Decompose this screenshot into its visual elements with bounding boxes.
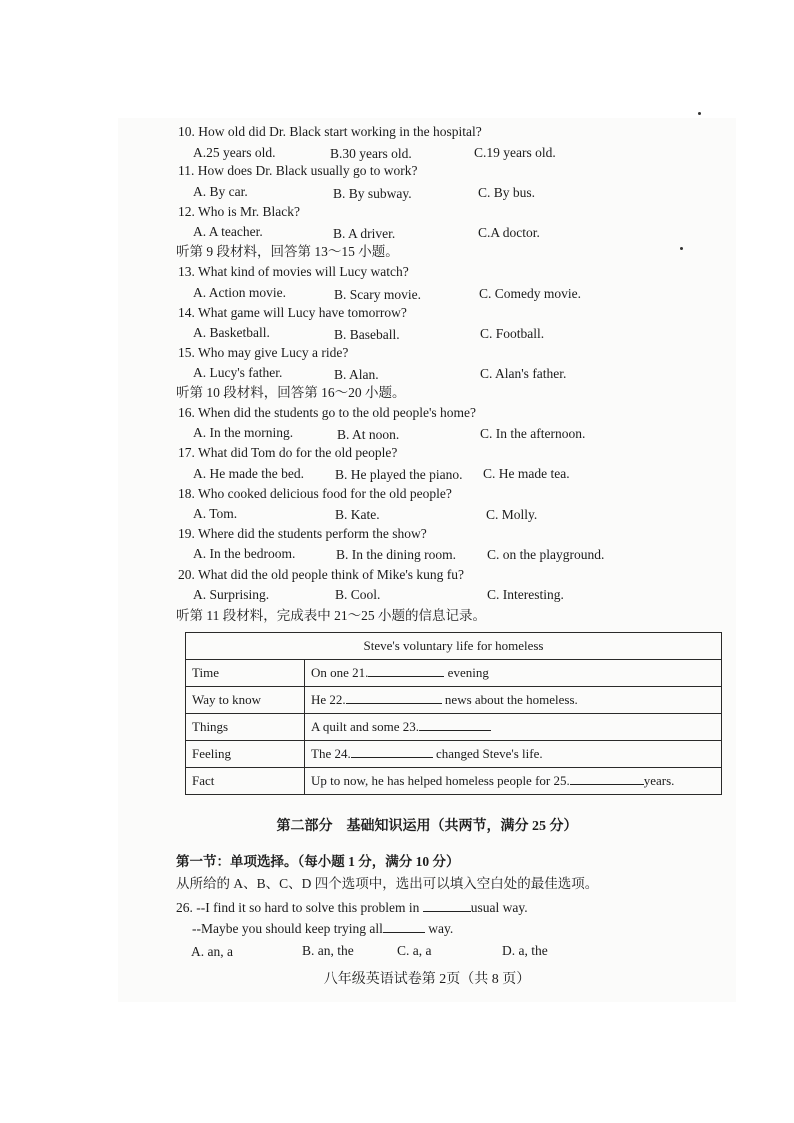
question-16: 16. When did the students go to the old people's home? (178, 405, 477, 420)
option-12-c: C.A doctor. (478, 225, 540, 240)
row-content: Up to now, he has helped homeless people for 25. years. (305, 768, 722, 795)
option-12-b: B. A driver. (333, 226, 396, 241)
option-14-c: C. Football. (480, 326, 545, 341)
table-row (186, 768, 722, 795)
option-10-a: A.25 years old. (193, 145, 276, 160)
row-label: Time (186, 660, 305, 687)
option-19-b: B. In the dining room. (336, 547, 456, 562)
option-26-d: D. a, the (502, 943, 548, 958)
question-13: 13. What kind of movies will Lucy watch? (178, 264, 409, 279)
option-16-c: C. In the afternoon. (480, 426, 586, 441)
option-19-c: C. on the playground. (487, 547, 605, 562)
option-15-c: C. Alan's father. (480, 366, 567, 381)
row-label: Way to know (186, 687, 305, 714)
table-row (186, 741, 722, 768)
question-18: 18. Who cooked delicious food for the old people? (178, 486, 452, 501)
option-16-b: B. At noon. (337, 427, 400, 442)
question-20: 20. What did the old people think of Mike's kung fu? (178, 567, 465, 582)
row-content: A quilt and some 23. (305, 714, 722, 741)
part-two-heading: 第二部分 基础知识运用（共两节，满分 25 分） (276, 819, 578, 834)
row-label: Things (186, 714, 305, 741)
option-14-a: A. Basketball. (193, 325, 270, 340)
section-one-heading: 第一节：单项选择。（每小题 1 分，满分 10 分） (176, 854, 460, 869)
instruction-section-9: 听第 9 段材料，回答第 13～15 小题。 (176, 244, 399, 259)
table-row (186, 660, 722, 687)
record-table (185, 632, 722, 795)
option-17-b: B. He played the piano. (335, 467, 463, 482)
question-26-reply: --Maybe you should keep trying all way. (192, 921, 454, 936)
question-17: 17. What did Tom do for the old people? (178, 445, 398, 460)
option-11-a: A. By car. (193, 184, 248, 199)
blank-25[interactable] (570, 773, 644, 785)
blank-26-2[interactable] (383, 921, 425, 933)
option-19-a: A. In the bedroom. (193, 546, 296, 561)
option-14-b: B. Baseball. (334, 327, 400, 342)
option-18-c: C. Molly. (486, 507, 538, 522)
scan-speck (680, 247, 683, 250)
option-26-c: C. a, a (397, 943, 432, 958)
instruction-section-11: 听第 11 段材料，完成表中 21～25 小题的信息记录。 (176, 608, 486, 623)
table-title: Steve's voluntary life for homeless (186, 633, 722, 660)
page-footer: 八年级英语试卷第 2页（共 8 页） (323, 972, 531, 987)
question-14: 14. What game will Lucy have tomorrow? (178, 305, 407, 320)
question-10: 10. How old did Dr. Black start working in the hospital? (178, 124, 482, 139)
option-10-c: C.19 years old. (474, 145, 556, 160)
option-12-a: A. A teacher. (193, 224, 263, 239)
row-label: Feeling (186, 741, 305, 768)
blank-26-1[interactable] (423, 900, 471, 912)
blank-23[interactable] (419, 719, 491, 731)
table-row (186, 687, 722, 714)
option-26-b: B. an, the (302, 943, 354, 958)
option-13-a: A. Action movie. (193, 285, 286, 300)
option-13-b: B. Scary movie. (334, 287, 421, 302)
section-one-instruction: 从所给的 A、B、C、D 四个选项中，选出可以填入空白处的最佳选项。 (176, 876, 599, 891)
option-17-a: A. He made the bed. (193, 466, 304, 481)
option-20-a: A. Surprising. (193, 587, 270, 602)
table-row (186, 714, 722, 741)
question-11: 11. How does Dr. Black usually go to work? (178, 163, 418, 178)
instruction-section-10: 听第 10 段材料，回答第 16～20 小题。 (176, 385, 406, 400)
option-11-c: C. By bus. (478, 185, 536, 200)
option-26-a: A. an, a (191, 944, 233, 959)
exam-page (118, 118, 736, 1002)
option-20-c: C. Interesting. (487, 587, 564, 602)
blank-22[interactable] (346, 692, 442, 704)
option-15-b: B. Alan. (334, 367, 379, 382)
question-19: 19. Where did the students perform the show? (178, 526, 427, 541)
scan-speck (698, 112, 701, 115)
blank-21[interactable] (368, 665, 444, 677)
option-11-b: B. By subway. (333, 186, 412, 201)
question-15: 15. Who may give Lucy a ride? (178, 345, 349, 360)
option-15-a: A. Lucy's father. (193, 365, 283, 380)
row-content: On one 21. evening (305, 660, 722, 687)
blank-24[interactable] (351, 746, 433, 758)
option-18-a: A. Tom. (193, 506, 238, 521)
option-17-c: C. He made tea. (483, 466, 570, 481)
row-label: Fact (186, 768, 305, 795)
option-10-b: B.30 years old. (330, 146, 412, 161)
option-13-c: C. Comedy movie. (479, 286, 581, 301)
option-16-a: A. In the morning. (193, 425, 294, 440)
option-20-b: B. Cool. (335, 587, 381, 602)
question-12: 12. Who is Mr. Black? (178, 204, 300, 219)
row-content: He 22. news about the homeless. (305, 687, 722, 714)
row-content: The 24. changed Steve's life. (305, 741, 722, 768)
question-26: 26. --I find it so hard to solve this problem in usual way. (176, 900, 528, 915)
option-18-b: B. Kate. (335, 507, 380, 522)
